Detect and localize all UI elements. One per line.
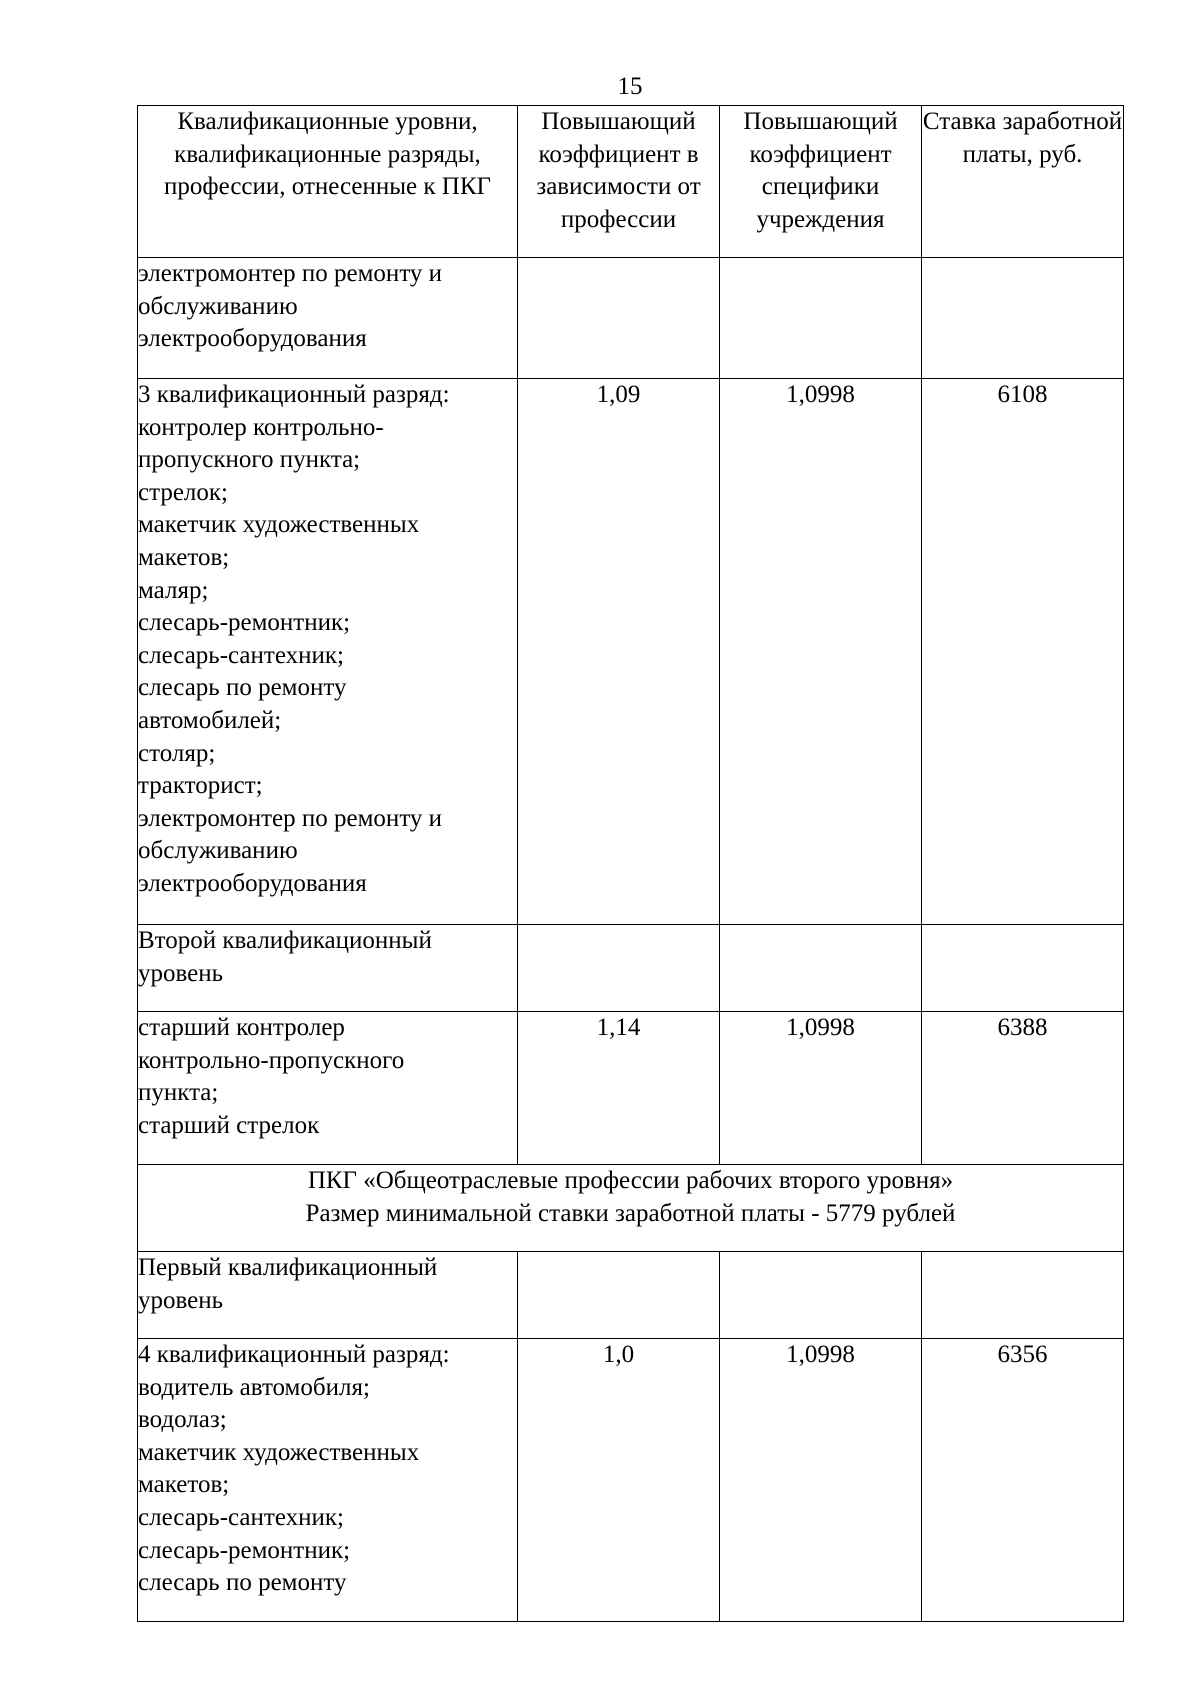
salary-table [137, 105, 1124, 1622]
rate-cell: 6108 [922, 379, 1124, 925]
group-title: ПКГ «Общеотраслевые профессии рабочих второго уровня» [307, 1167, 954, 1194]
qualification-cell: 3 квалификационный разряд: контролер контрольно- пропускного пункта; стрелок; макетчик художественных макетов; маляр; слесарь-ремонтник; слесарь-сантехник; слесарь по ремонту автомобилей; столяр; тракторист; электромонтер по ремонту и обслуживанию электрооборудования [138, 379, 518, 925]
group-header-row [138, 1165, 1124, 1252]
rate-cell [922, 925, 1124, 1012]
header-rate: Ставка заработной платы, руб. [922, 106, 1124, 258]
rate-cell [922, 258, 1124, 379]
coef-profession-cell: 1,14 [518, 1012, 720, 1165]
coef-institution-cell [720, 1252, 922, 1339]
rate-cell: 6388 [922, 1012, 1124, 1165]
table-row [138, 1252, 1124, 1339]
group-header-cell [138, 1165, 1124, 1252]
coef-institution-cell: 1,0998 [720, 1339, 922, 1622]
table-row [138, 1339, 1124, 1622]
qualification-cell: 4 квалификационный разряд: водитель автомобиля; водолаз; макетчик художественных макетов; слесарь-сантехник; слесарь-ремонтник; слесарь по ремонту [138, 1339, 518, 1622]
coef-profession-cell [518, 1252, 720, 1339]
rate-cell: 6356 [922, 1339, 1124, 1622]
coef-institution-cell: 1,0998 [720, 1012, 922, 1165]
coef-institution-cell [720, 258, 922, 379]
header-qualification: Квалификационные уровни, квалификационные разряды, профессии, отнесенные к ПКГ [138, 106, 518, 258]
coef-institution-cell [720, 925, 922, 1012]
coef-institution-cell: 1,0998 [720, 379, 922, 925]
coef-profession-cell: 1,09 [518, 379, 720, 925]
table-row [138, 379, 1124, 925]
table-row [138, 258, 1124, 379]
group-subtitle: Размер минимальной ставки заработной платы - 5779 рублей [305, 1199, 956, 1227]
coef-profession-cell [518, 258, 720, 379]
header-coef-institution: Повышающий коэффициент специфики учреждения [720, 106, 922, 258]
page-number: 15 [617, 73, 643, 100]
table-header-row [138, 106, 1124, 258]
qualification-cell: электромонтер по ремонту и обслуживанию электрооборудования [138, 258, 518, 379]
qualification-cell: Второй квалификационный уровень [138, 925, 518, 1012]
table-row [138, 1012, 1124, 1165]
coef-profession-cell [518, 925, 720, 1012]
header-coef-profession: Повышающий коэффициент в зависимости от профессии [518, 106, 720, 258]
table-row [138, 925, 1124, 1012]
rate-cell [922, 1252, 1124, 1339]
coef-profession-cell: 1,0 [518, 1339, 720, 1622]
qualification-cell: Первый квалификационный уровень [138, 1252, 518, 1339]
qualification-cell: старший контролер контрольно-пропускного пункта; старший стрелок [138, 1012, 518, 1165]
